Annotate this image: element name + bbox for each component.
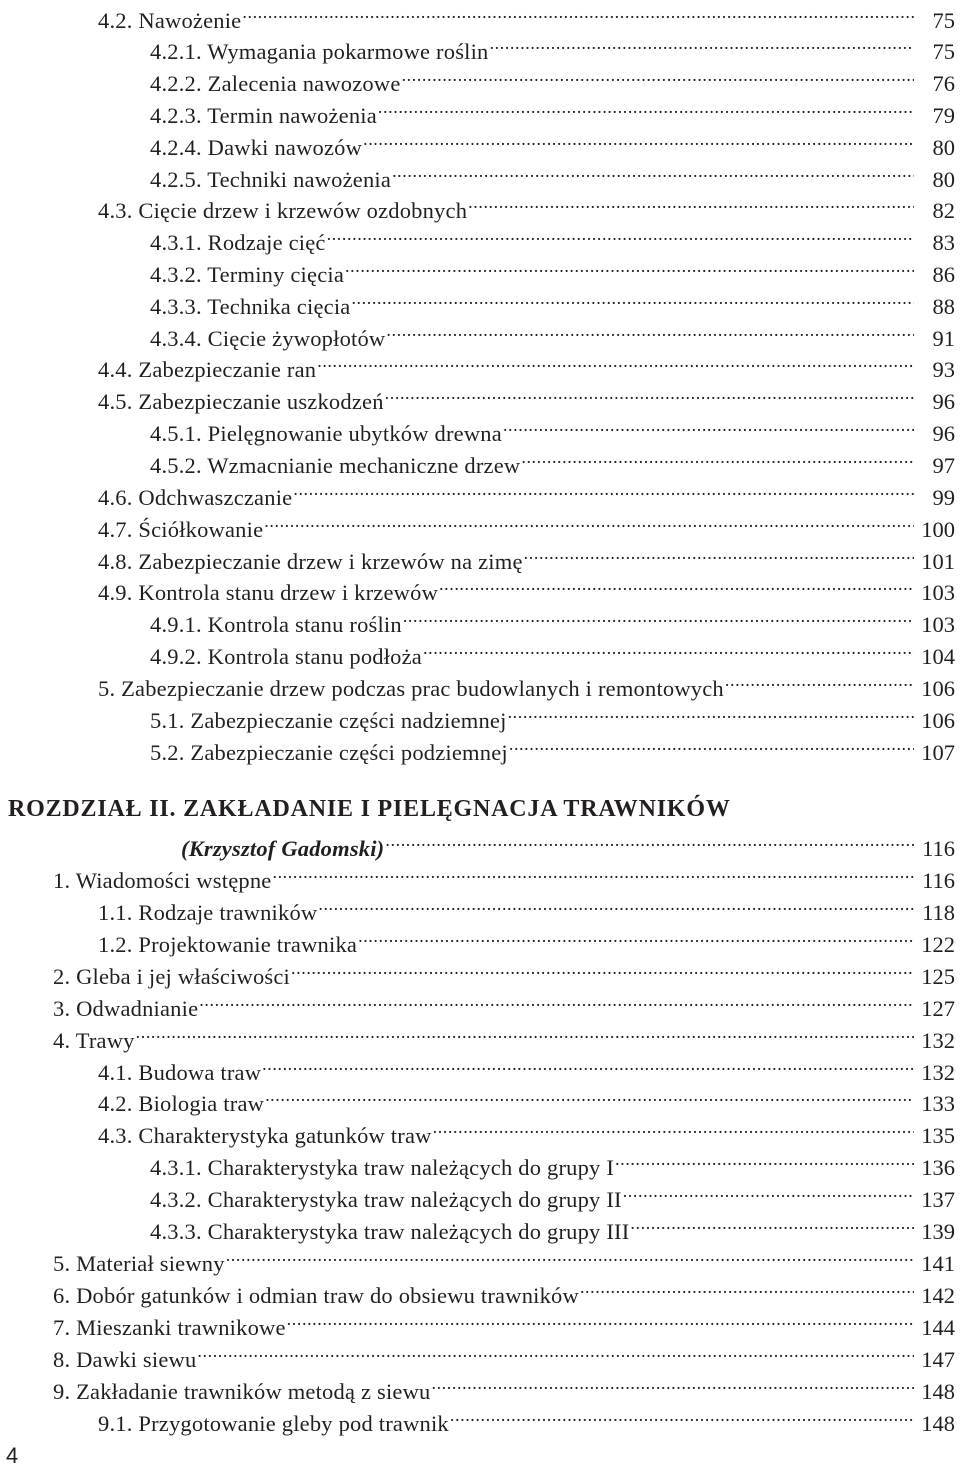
- toc-entry-page: 75: [932, 39, 955, 64]
- toc-entry-page: 96: [932, 389, 955, 414]
- toc-entry-label: 4.3.1. Rodzaje cięć: [150, 230, 326, 255]
- toc-entry[interactable]: [150, 60, 955, 96]
- toc-entry[interactable]: [150, 219, 955, 255]
- dot-leader: [490, 28, 914, 59]
- toc-entry-label: 4.9.2. Kontrola stanu podłoża: [150, 644, 422, 669]
- dot-leader: [358, 921, 914, 952]
- toc-entry-page: 76: [932, 71, 955, 96]
- toc-entry-label: 7. Mieszanki trawnikowe: [53, 1315, 286, 1340]
- toc-entry-page: 107: [921, 740, 955, 765]
- toc-entry-page: 148: [921, 1379, 955, 1404]
- toc-entry-label: 6. Dobór gatunków i odmian traw do obsiewu trawników: [53, 1283, 579, 1308]
- toc-entry-page: 104: [921, 644, 955, 669]
- toc-entry-label: 2. Gleba i jej właściwości: [53, 964, 291, 989]
- toc-entry-label: 5. Materiał siewny: [53, 1251, 225, 1276]
- toc-entry[interactable]: [53, 953, 955, 989]
- toc-entry[interactable]: [150, 156, 955, 192]
- toc-entry[interactable]: [150, 410, 955, 446]
- toc-entry[interactable]: [98, 474, 955, 510]
- toc-entry-page: 133: [921, 1091, 955, 1116]
- toc-entry-page: 82: [932, 198, 955, 223]
- toc-entry-label: 4.5.2. Wzmacnianie mechaniczne drzew: [150, 453, 521, 478]
- toc-entry-page: 148: [921, 1411, 955, 1436]
- toc-entry-page: 103: [921, 580, 955, 605]
- dot-leader: [262, 1049, 914, 1080]
- toc-entry-page: 91: [932, 326, 955, 351]
- dot-leader: [327, 219, 914, 250]
- toc-entry-label: 3. Odwadnianie: [53, 996, 199, 1021]
- toc-entry[interactable]: [150, 1176, 955, 1212]
- toc-entry-page: 142: [921, 1283, 955, 1308]
- toc-entry-label: 4.3.3. Technika cięcia: [150, 294, 351, 319]
- toc-entry-page: 80: [932, 135, 955, 160]
- toc-entry[interactable]: [98, 921, 955, 957]
- toc-entry-label: 9.1. Przygotowanie gleby pod trawnik: [98, 1411, 449, 1436]
- dot-leader: [265, 1080, 914, 1111]
- toc-entry-page: 136: [921, 1155, 955, 1180]
- toc-entry[interactable]: [98, 346, 955, 382]
- toc-entry-label: 4.3.2. Terminy cięcia: [150, 262, 345, 287]
- toc-entry-page: 139: [921, 1219, 955, 1244]
- toc-entry-label: 4.3. Cięcie drzew i krzewów ozdobnych: [98, 198, 468, 223]
- toc-entry[interactable]: [98, 506, 955, 542]
- toc-entry[interactable]: [98, 1049, 955, 1085]
- dot-leader: [351, 283, 914, 314]
- toc-entry-page: 147: [921, 1347, 955, 1372]
- toc-entry-page: 75: [932, 8, 955, 33]
- toc-entry-label: 1.1. Rodzaje trawników: [98, 900, 318, 925]
- dot-leader: [402, 60, 914, 91]
- toc-entry-label: 5. Zabezpieczanie drzew podczas prac budowlanych i remontowych: [98, 676, 724, 701]
- dot-leader: [623, 1176, 914, 1207]
- toc-entry-page: 96: [932, 421, 955, 446]
- dot-leader: [272, 857, 914, 888]
- toc-entry-page: 106: [921, 708, 955, 733]
- toc-entry[interactable]: [150, 283, 955, 319]
- toc-entry-label: 4.5.1. Pielęgnowanie ubytków drewna: [150, 421, 502, 446]
- toc-entry[interactable]: [53, 1240, 955, 1276]
- dot-leader: [385, 825, 914, 856]
- toc-entry[interactable]: [53, 1336, 955, 1372]
- toc-entry[interactable]: [98, 1080, 955, 1116]
- toc-entry-label: 4.2. Biologia traw: [98, 1091, 265, 1116]
- toc-entry[interactable]: [98, 1400, 955, 1436]
- dot-leader: [433, 1112, 914, 1143]
- toc-entry[interactable]: [98, 0, 955, 33]
- toc-entry-page: 88: [932, 294, 955, 319]
- toc-entry-label: 4.2. Nawożenie: [98, 8, 242, 33]
- toc-entry-page: 127: [921, 996, 955, 1021]
- toc-entry[interactable]: [150, 315, 955, 351]
- toc-entry-label: 4.3.2. Charakterystyka traw należących do grupy II: [150, 1187, 622, 1212]
- toc-entry-page: 100: [921, 517, 955, 542]
- dot-leader: [317, 346, 914, 377]
- toc-entry-author[interactable]: [181, 825, 955, 861]
- toc-entry-label: 4.9.1. Kontrola stanu roślin: [150, 612, 402, 637]
- dot-leader: [450, 1400, 914, 1431]
- toc-entry-page: 106: [921, 676, 955, 701]
- toc-entry[interactable]: [98, 665, 955, 701]
- dot-leader: [431, 1368, 914, 1399]
- toc-entry-label: 4.3.4. Cięcie żywopłotów: [150, 326, 386, 351]
- toc-entry-label: 4.3. Charakterystyka gatunków traw: [98, 1123, 432, 1148]
- toc-entry-label: 4.1. Budowa traw: [98, 1060, 262, 1085]
- toc-entry-page: 97: [932, 453, 955, 478]
- toc-entry[interactable]: [53, 1272, 955, 1308]
- dot-leader: [345, 251, 914, 282]
- toc-entry-page: 135: [921, 1123, 955, 1148]
- toc-entry[interactable]: [150, 633, 955, 669]
- toc-entry-label: 4.4. Zabezpieczanie ran: [98, 357, 317, 382]
- dot-leader: [521, 442, 914, 473]
- toc-entry-label: 5.1. Zabezpieczanie części nadziemnej: [150, 708, 507, 733]
- toc-entry-page: 101: [921, 549, 955, 574]
- dot-leader: [509, 729, 914, 760]
- toc-entry-label: 4.2.2. Zalecenia nawozowe: [150, 71, 401, 96]
- toc-entry[interactable]: [53, 1304, 955, 1340]
- toc-entry[interactable]: [150, 92, 955, 128]
- dot-leader: [580, 1272, 914, 1303]
- toc-entry-label: 4.3.3. Charakterystyka traw należących do grupy III: [150, 1219, 630, 1244]
- toc-entry-page: 125: [921, 964, 955, 989]
- toc-entry-page: 83: [932, 230, 955, 255]
- toc-entry-label: 9. Zakładanie trawników metodą z siewu: [53, 1379, 431, 1404]
- dot-leader: [378, 92, 914, 123]
- toc-entry-page: 132: [921, 1028, 955, 1053]
- chapter-author: (Krzysztof Gadomski): [181, 836, 385, 861]
- toc-entry[interactable]: [98, 889, 955, 925]
- toc-entry[interactable]: [150, 442, 955, 478]
- toc-entry-label: 1.2. Projektowanie trawnika: [98, 932, 358, 957]
- dot-leader: [503, 410, 914, 441]
- dot-leader: [392, 156, 914, 187]
- chapter-heading: ROZDZIAŁ II. ZAKŁADANIE I PIELĘGNACJA TRAWNIKÓW: [8, 796, 731, 822]
- dot-leader: [524, 538, 914, 569]
- toc-entry-page: 118: [922, 900, 955, 925]
- toc-entry[interactable]: [53, 1368, 955, 1404]
- dot-leader: [287, 1304, 914, 1335]
- toc-entry[interactable]: [53, 985, 955, 1021]
- dot-leader: [468, 187, 914, 218]
- toc-entry-page: 132: [921, 1060, 955, 1085]
- toc-entry-page: 93: [932, 357, 955, 382]
- toc-entry[interactable]: [150, 28, 955, 64]
- toc-entry-page: 86: [932, 262, 955, 287]
- toc-entry[interactable]: [53, 1017, 955, 1053]
- toc-entry[interactable]: [150, 1208, 955, 1244]
- toc-entry-page: 137: [921, 1187, 955, 1212]
- dot-leader: [386, 315, 914, 346]
- toc-entry-label: 4.7. Ściółkowanie: [98, 517, 264, 542]
- dot-leader: [615, 1144, 914, 1175]
- toc-entry-label: 4.2.1. Wymagania pokarmowe roślin: [150, 39, 489, 64]
- toc-entry[interactable]: [98, 538, 955, 574]
- dot-leader: [242, 0, 914, 28]
- toc-entry-page: 103: [921, 612, 955, 637]
- toc-entry-page: 141: [921, 1251, 955, 1276]
- toc-entry-page: 122: [921, 932, 955, 957]
- dot-leader: [264, 506, 914, 537]
- dot-leader: [363, 124, 914, 155]
- toc-entry-label: 8. Dawki siewu: [53, 1347, 197, 1372]
- toc-entry[interactable]: [98, 187, 955, 223]
- toc-entry-page: 99: [932, 485, 955, 510]
- dot-leader: [385, 378, 914, 409]
- toc-entry-label: 5.2. Zabezpieczanie części podziemnej: [150, 740, 508, 765]
- toc-entry-page: 80: [932, 167, 955, 192]
- toc-entry-label: 4.6. Odchwaszczanie: [98, 485, 293, 510]
- toc-entry-label: 1. Wiadomości wstępne: [53, 868, 272, 893]
- toc-entry[interactable]: [150, 251, 955, 287]
- toc-entry-label: 4.8. Zabezpieczanie drzew i krzewów na zimę: [98, 549, 523, 574]
- toc-entry[interactable]: [98, 569, 955, 605]
- page-number: 4: [6, 1443, 19, 1468]
- dot-leader: [199, 985, 914, 1016]
- toc-entry[interactable]: [150, 601, 955, 637]
- toc-entry[interactable]: [98, 378, 955, 414]
- dot-leader: [403, 601, 914, 632]
- dot-leader: [197, 1336, 914, 1367]
- toc-entry-label: 4.5. Zabezpieczanie uszkodzeń: [98, 389, 384, 414]
- toc-entry[interactable]: [150, 729, 955, 765]
- dot-leader: [318, 889, 914, 920]
- toc-entry-label: 4.9. Kontrola stanu drzew i krzewów: [98, 580, 439, 605]
- toc-entry-label: 4.3.1. Charakterystyka traw należących do grupy I: [150, 1155, 615, 1180]
- toc-entry-label: 4.2.3. Termin nawożenia: [150, 103, 377, 128]
- toc-entry-page: 116: [922, 836, 955, 861]
- dot-leader: [725, 665, 914, 696]
- toc-entry-label: 4. Trawy: [53, 1028, 135, 1053]
- toc-entry-page: 144: [921, 1315, 955, 1340]
- dot-leader: [293, 474, 914, 505]
- toc-entry-label: 4.2.5. Techniki nawożenia: [150, 167, 392, 192]
- dot-leader: [136, 1017, 914, 1048]
- toc-entry[interactable]: [98, 1112, 955, 1148]
- dot-leader: [508, 697, 914, 728]
- toc-entry[interactable]: [53, 857, 955, 893]
- toc-entry-page: 79: [932, 103, 955, 128]
- dot-leader: [630, 1208, 914, 1239]
- dot-leader: [423, 633, 914, 664]
- toc-entry-label: 4.2.4. Dawki nawozów: [150, 135, 363, 160]
- toc-entry[interactable]: [150, 1144, 955, 1180]
- dot-leader: [291, 953, 914, 984]
- dot-leader: [439, 569, 914, 600]
- toc-entry[interactable]: [150, 697, 955, 733]
- toc-entry-page: 116: [922, 868, 955, 893]
- dot-leader: [226, 1240, 914, 1271]
- toc-entry[interactable]: [150, 124, 955, 160]
